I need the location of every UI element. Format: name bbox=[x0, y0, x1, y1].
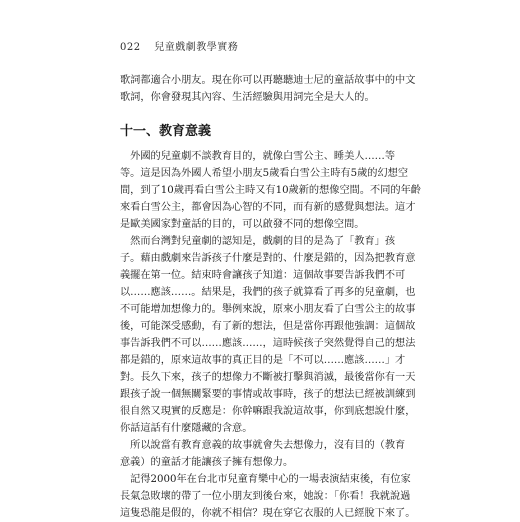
text-line: 後，可能深受感動，有了新的想法，但是當你再跟他強調：這個故 bbox=[120, 321, 416, 332]
text-line: 然而台灣對兒童劇的認知是，戲劇的目的是為了「教育」孩 bbox=[120, 236, 396, 247]
text-line: 意義）的童話才能讓孩子擁有想像力。 bbox=[120, 457, 294, 468]
text-line: 這隻恐龍是假的，你就不相信？現在穿它衣服的人已經脫下來了。 bbox=[120, 508, 416, 519]
text-line: 外國的兒童劇不談教育目的，就像白雪公主、睡美人……等 bbox=[120, 151, 396, 162]
text-line: 以……應該……。結果是，我們的孩子就算看了再多的兒童劇，也 bbox=[120, 287, 416, 298]
running-header bbox=[120, 38, 238, 53]
text-line: 不可能增加想像力的。舉例來說，原來小朋友看了白雪公主的故事 bbox=[120, 304, 416, 315]
section-body bbox=[120, 148, 421, 522]
page-number: 022 bbox=[120, 42, 141, 53]
section-heading: 十一、教育意義 bbox=[120, 124, 212, 139]
text-line: 都是錯的，原來這故事的真正目的是「不可以……應該……」才 bbox=[120, 355, 406, 366]
text-line: 所以說當有教育意義的故事就會失去想像力，沒有目的（教育 bbox=[120, 440, 406, 451]
text-line: 很自然又現實的反應是：你幹嘛跟我說這故事，你到底想說什麼， bbox=[120, 406, 416, 417]
text-line: 來看白雪公主，都會因為心智的不同，而有新的感覺與想法。這才 bbox=[120, 202, 416, 213]
text-line: 等。這是因為外國人希望小朋友5歲看白雪公主時有5歲的幻想空 bbox=[120, 168, 409, 179]
text-line: 義擺在第一位。結束時會讓孩子知道：這個故事要告訴我們不可 bbox=[120, 270, 406, 281]
intro-paragraph bbox=[120, 72, 416, 106]
text-line: 長氣急敗壞的帶了一位小朋友到後台來，她說：「你看！我就說過 bbox=[120, 491, 411, 502]
text-line: 子。藉由戲劇來告訴孩子什麼是對的、什麼是錯的，因為把教育意 bbox=[120, 253, 416, 264]
text-line: 歌詞，你會發現其內容、生活經驗與用詞完全是大人的。 bbox=[120, 92, 375, 103]
text-line: 對。長久下來，孩子的想像力不斷被打擊與消滅，最後當你有一天 bbox=[120, 372, 416, 383]
running-title: 兒童戲劇教學實務 bbox=[154, 42, 239, 53]
text-line: 跟孩子說一個無關緊要的事情或故事時，孩子的想法已經被訓練到 bbox=[120, 389, 416, 400]
text-line: 事告訴我們不可以……應該……，這時候孩子突然覺得自己的想法 bbox=[120, 338, 416, 349]
text-line: 歌詞都適合小朋友。現在你可以再聽聽迪士尼的童話故事中的中文 bbox=[120, 75, 416, 86]
text-line: 是歐美國家對童話的目的，可以啟發不同的想像空間。 bbox=[120, 219, 365, 230]
text-line: 你話這話有什麼隱藏的含意。 bbox=[120, 423, 253, 434]
text-line: 記得2000年在台北市兒童育樂中心的一場表演結束後，有位家 bbox=[120, 474, 411, 485]
text-line: 間，到了10歲再看白雪公主時又有10歲新的想像空間。不同的年齡 bbox=[120, 185, 421, 196]
